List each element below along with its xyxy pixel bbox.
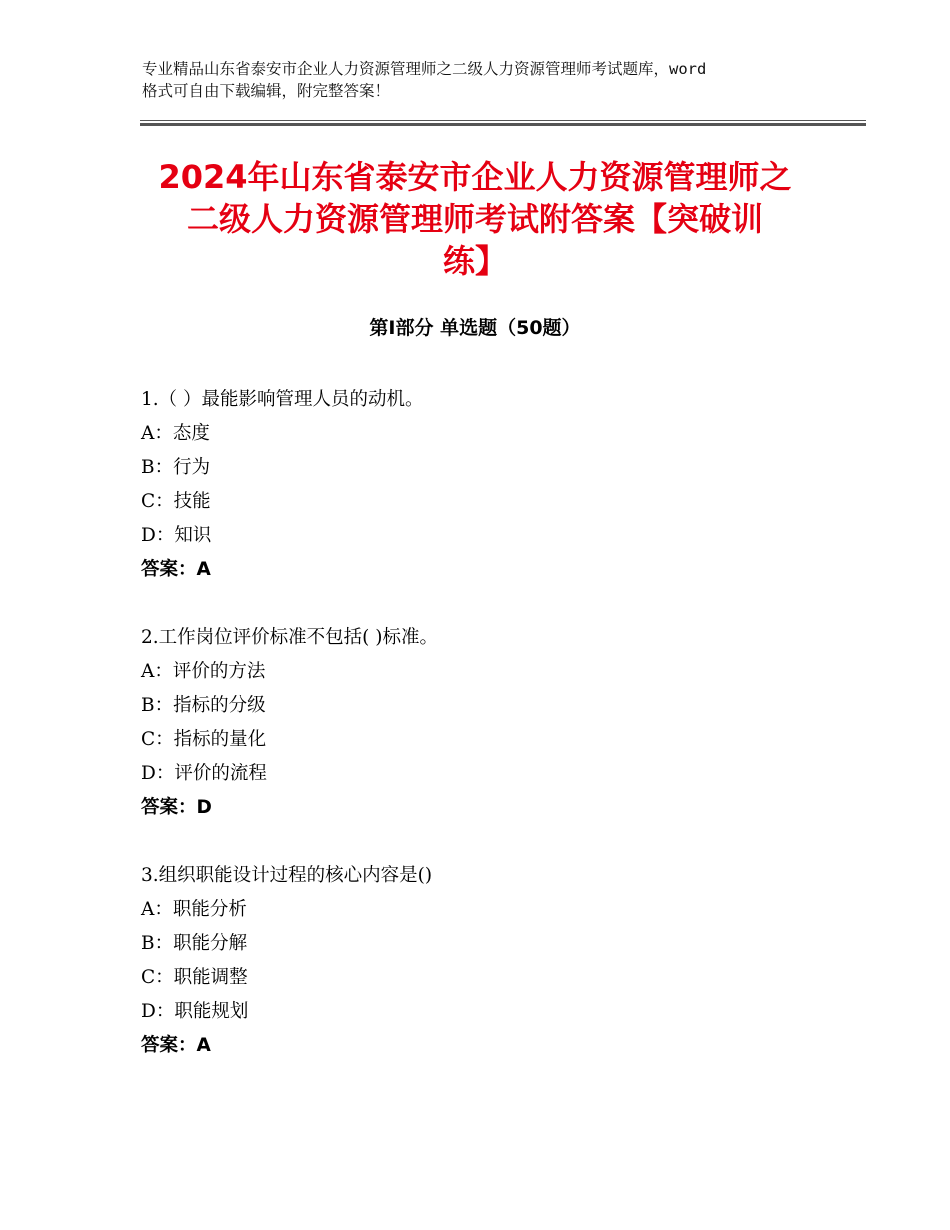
- question-stem: 2.工作岗位评价标准不包括( )标准。: [141, 627, 438, 648]
- header-note-line-1: 专业精品山东省泰安市企业人力资源管理师之二级人力资源管理师考试题库，word: [142, 60, 707, 78]
- question-option-c: C：技能: [141, 491, 211, 512]
- document-header-note: [142, 58, 832, 102]
- question-option-a: A：评价的方法: [141, 661, 266, 682]
- question-stem: 1.（ ）最能影响管理人员的动机。: [141, 389, 424, 410]
- document-title-line-1: 2024年山东省泰安市企业人力资源管理师之: [158, 158, 792, 196]
- question-option-d: D：评价的流程: [141, 763, 267, 784]
- question-option-b: B：职能分解: [141, 933, 248, 954]
- question-list: [141, 383, 841, 1097]
- section-heading: 第Ⅰ部分 单选题（50题）: [369, 317, 581, 339]
- header-note-line-2: 格式可自由下载编辑，附完整答案！: [142, 82, 391, 100]
- question-answer: 答案：A: [141, 1035, 211, 1056]
- question-option-a: A：态度: [141, 423, 210, 444]
- question-option-c: C：职能调整: [141, 967, 248, 988]
- question-item: [141, 621, 841, 825]
- question-option-b: B：指标的分级: [141, 695, 266, 716]
- question-option-d: D：职能规划: [141, 1001, 249, 1022]
- header-divider-thick-line: [140, 123, 866, 126]
- question-option-a: A：职能分析: [141, 899, 247, 920]
- document-title-line-2: 二级人力资源管理师考试附答案【突破训: [186, 200, 763, 238]
- question-option-c: C：指标的量化: [141, 729, 267, 750]
- question-answer: 答案：D: [141, 797, 212, 818]
- document-title: [120, 156, 830, 282]
- question-item: [141, 383, 841, 587]
- document-title-line-3: 练】: [442, 242, 507, 280]
- question-option-b: B：行为: [141, 457, 211, 478]
- question-stem: 3.组织职能设计过程的核心内容是(): [141, 865, 433, 886]
- question-item: [141, 859, 841, 1063]
- header-divider: [140, 120, 866, 126]
- question-option-d: D：知识: [141, 525, 212, 546]
- question-answer: 答案：A: [141, 559, 211, 580]
